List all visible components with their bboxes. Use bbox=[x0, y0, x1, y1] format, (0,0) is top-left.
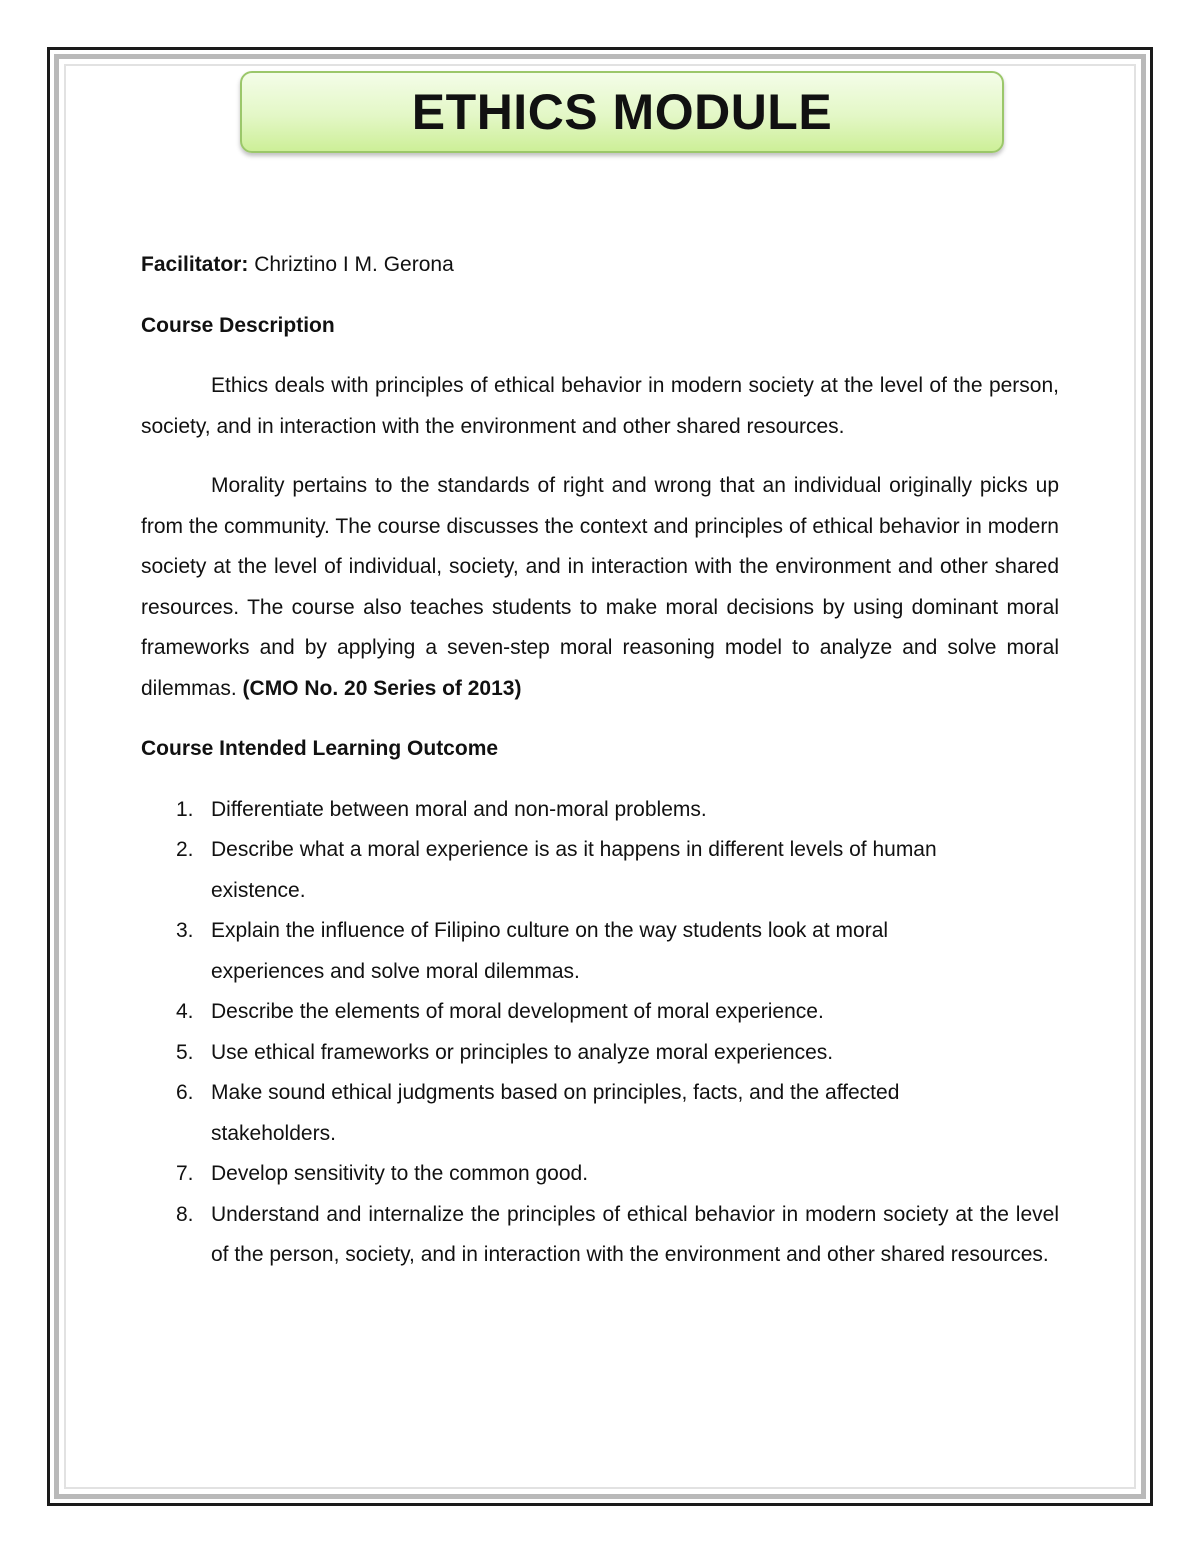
list-item-text: Develop sensitivity to the common good. bbox=[211, 1162, 589, 1185]
document-body bbox=[141, 245, 1059, 1276]
list-item-text: Explain the influence of Filipino culture on the way students look at moral experiences and solve moral dilemmas. bbox=[211, 919, 889, 983]
course-description-paragraph-1: Ethics deals with principles of ethical behavior in modern society at the level of the person, society, and in interaction with the environment and other shared resources. bbox=[141, 374, 1059, 438]
title-banner bbox=[240, 71, 1004, 153]
list-item-text: Use ethical frameworks or principles to analyze moral experiences. bbox=[211, 1040, 834, 1064]
learning-outcomes-heading: Course Intended Learning Outcome bbox=[141, 737, 499, 760]
list-item bbox=[141, 911, 1059, 992]
list-item bbox=[141, 790, 1059, 831]
list-item-number: 4. bbox=[176, 1000, 194, 1023]
list-item bbox=[141, 1073, 1059, 1154]
list-item bbox=[141, 830, 1059, 911]
course-description-paragraph-2 bbox=[141, 466, 1059, 709]
list-item bbox=[141, 992, 1059, 1033]
list-item-text: Describe the elements of moral development of moral experience. bbox=[211, 1000, 824, 1023]
list-item-number: 1. bbox=[176, 797, 194, 821]
learning-outcomes-list bbox=[141, 790, 1059, 1276]
facilitator-line bbox=[141, 245, 1059, 286]
list-item-text: Describe what a moral experience is as it happens in different levels of human existence. bbox=[211, 838, 937, 902]
list-item-number: 6. bbox=[176, 1081, 194, 1104]
list-item-number: 8. bbox=[176, 1202, 194, 1226]
page-title: ETHICS MODULE bbox=[411, 84, 833, 140]
list-item bbox=[141, 1154, 1059, 1195]
facilitator-name: Chriztino I M. Gerona bbox=[248, 253, 454, 276]
list-item-number: 2. bbox=[176, 838, 194, 861]
list-item-number: 5. bbox=[176, 1040, 194, 1064]
course-description-heading: Course Description bbox=[141, 313, 335, 337]
list-item-text: Make sound ethical judgments based on principles, facts, and the affected stakeholders. bbox=[211, 1081, 900, 1145]
cmo-citation: (CMO No. 20 Series of 2013) bbox=[242, 676, 522, 700]
paragraph-2-text: Morality pertains to the standards of right and wrong that an individual originally picks up from the community. The course discusses the context and principles of ethical behavior in modern society at the level of individual, society, and in interaction with the environment and other shared resources. The course also teaches students to make moral decisions by using dominant moral frameworks and by applying a seven-step moral reasoning model to analyze and solve moral dilemmas. bbox=[141, 474, 1059, 700]
facilitator-label: Facilitator: bbox=[141, 253, 249, 276]
list-item-number: 3. bbox=[176, 919, 194, 942]
list-item bbox=[141, 1195, 1059, 1276]
list-item-text: Understand and internalize the principles of ethical behavior in modern society at the level of the person, society, and in interaction with the environment and other shared resources. bbox=[211, 1202, 1059, 1266]
list-item-number: 7. bbox=[176, 1162, 194, 1185]
list-item-text: Differentiate between moral and non-moral problems. bbox=[211, 797, 707, 821]
list-item bbox=[141, 1033, 1059, 1074]
